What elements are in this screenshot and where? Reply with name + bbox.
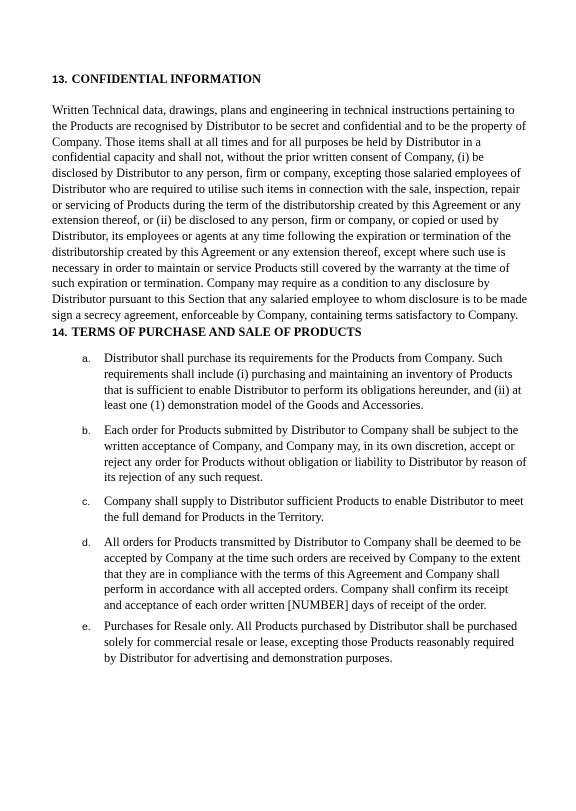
list-marker: b. xyxy=(82,425,91,437)
list-item-text: Purchases for Resale only. All Products purchased by Distributor shall be purchased solely for commercial resale or lease, excepting those Products reasonably required by Distributor for advertising and demonstration purposes. xyxy=(104,619,518,665)
list-marker: c. xyxy=(82,496,91,508)
list-marker: d. xyxy=(82,537,91,549)
section-14-number: 14. xyxy=(52,327,68,339)
list-item-b xyxy=(82,423,528,486)
section-13-body: Written Technical data, drawings, plans and engineering in technical instructions pertaining to the Products are recognised by Distributor to be secret and confidential and to be the property of Company. Those items shall at all times and for all purposes be held by Distributor in a confidential capacity and shall not, without the prior written consent of Company, (i) be disclosed by Distributor to any person, firm or company, excepting those salaried employees of Distributor who are required to utilise such items in connection with the sale, inspection, repair or servicing of Products during the term of the distributorship created by this Agreement or any extension thereof, or (ii) be disclosed to any person, firm or company, or copied or used by Distributor, its employees or agents at any time following the expiration or termination of the distributorship created by this Agreement or any extension thereof, except where such use is necessary in order to maintain or service Products still covered by the warranty at the time of such expiration or termination. Company may require as a condition to any disclosure by Distributor pursuant to this Section that any salaried employee to whom disclosure is to be made sign a secrecy agreement, enforceable by Company, containing terms satisfactory to Company. xyxy=(52,103,528,322)
list-item-a xyxy=(82,351,528,414)
list-item-text: Company shall supply to Distributor sufficient Products to enable Distributor to meet the full demand for Products in the Territory. xyxy=(104,494,524,524)
section-13-number: 13. xyxy=(52,74,68,86)
list-item-e xyxy=(82,619,528,666)
section-13-title: CONFIDENTIAL INFORMATION xyxy=(71,72,261,86)
list-marker: a. xyxy=(82,353,91,365)
list-item-c xyxy=(82,494,528,526)
list-item-text: Distributor shall purchase its requirements for the Products from Company. Such requirements shall include (i) purchasing and maintaining an inventory of Products that is sufficient to enable Distributor to perform its obligations hereunder, and (ii) at least one (1) demonstration model of the Goods and Accessories. xyxy=(104,351,522,413)
section-13-heading xyxy=(52,72,261,87)
list-marker: e. xyxy=(82,621,91,633)
section-14-heading xyxy=(52,325,362,340)
list-item-d xyxy=(82,535,528,614)
list-item-text: Each order for Products submitted by Distributor to Company shall be subject to the written acceptance of Company, and Company may, in its own discretion, accept or reject any order for Products without obligation or liability to Distributor by reason of its rejection of any such request. xyxy=(104,423,527,485)
section-14-title: TERMS OF PURCHASE AND SALE OF PRODUCTS xyxy=(71,325,362,339)
list-item-text: All orders for Products transmitted by Distributor to Company shall be deemed to be accepted by Company at the time such orders are received by Company to the extent that they are in compliance with the terms of this Agreement and Company shall perform in accordance with all accepted orders. Company shall confirm its receipt and acceptance of each order written [NUMBER] days of receipt of the order. xyxy=(104,535,521,612)
